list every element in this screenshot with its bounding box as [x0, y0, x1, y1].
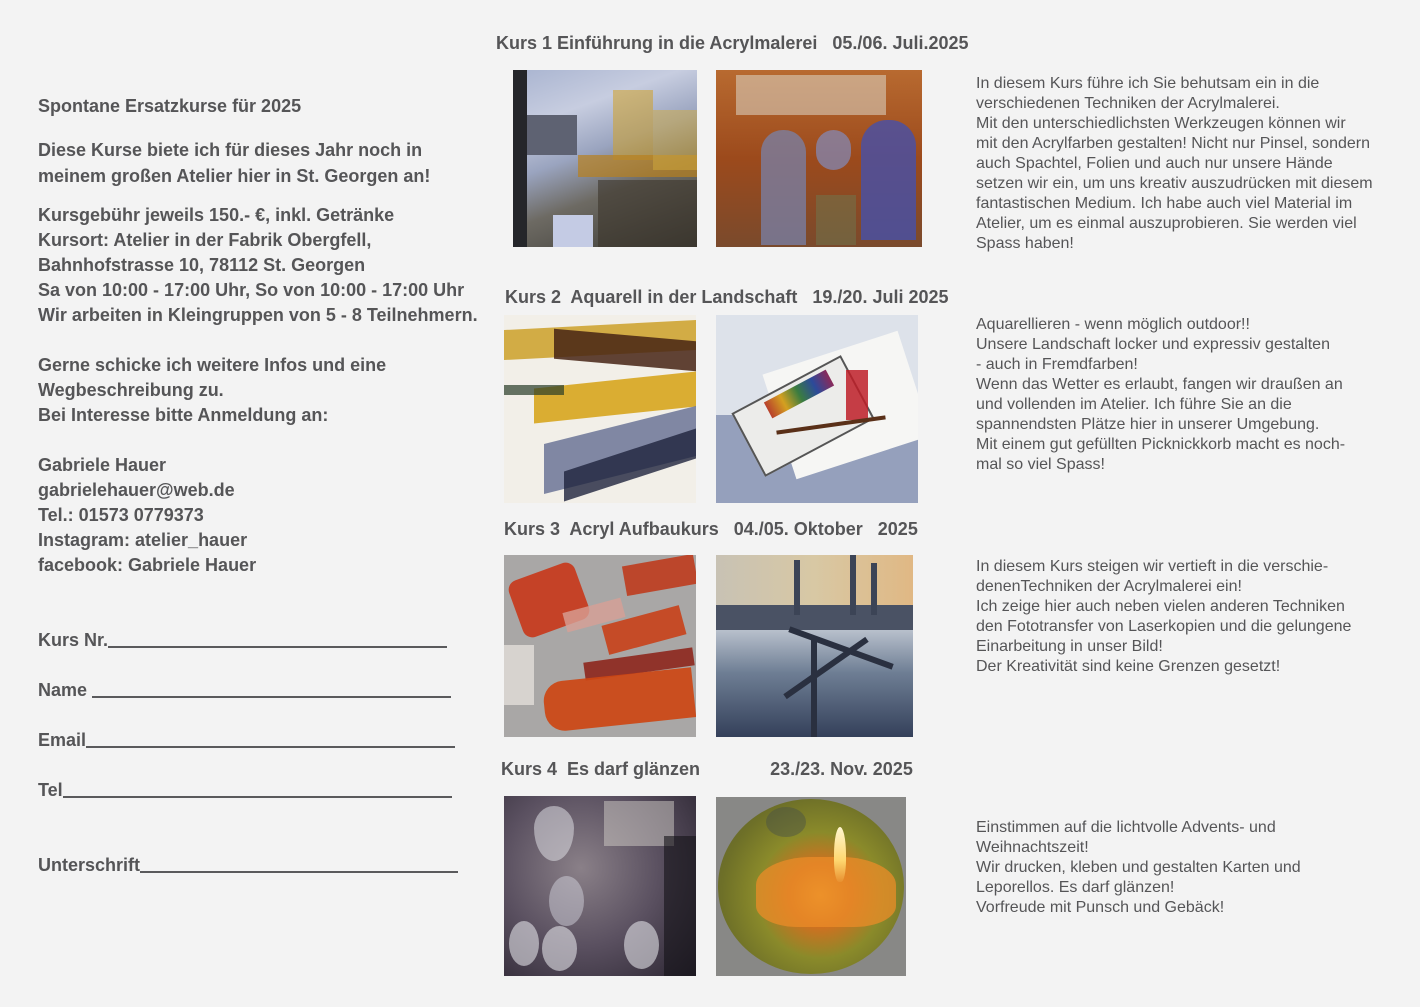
course-1-image-1 — [513, 70, 697, 247]
form-field-tel[interactable] — [38, 780, 452, 801]
course-2-description: Aquarellieren - wenn möglich outdoor!! Unsere Landschaft locker und expressiv gestalten - auch in Fremdfarben! Wenn das Wetter es erlaubt, fangen wir draußen an und vollenden im Atelier. Ich führe Sie an die spannendsten Plätze hier in unserer Umgebung. Mit einem gut gefüllten Picknickkorb macht es noch- mal so viel Spass! — [976, 316, 1346, 473]
email-blank-line[interactable] — [86, 745, 455, 748]
info-line: Bei Interesse bitte Anmeldung an: — [38, 405, 329, 425]
fee-line: Kursgebühr jeweils 150.- €, inkl. Getränke — [38, 205, 395, 225]
form-field-signature[interactable] — [38, 855, 458, 876]
form-label-email: Email — [38, 730, 87, 750]
course-no-blank-line[interactable] — [108, 645, 447, 648]
course-2-image-1 — [504, 315, 696, 503]
name-blank-line[interactable] — [92, 695, 451, 698]
form-label-name: Name — [38, 680, 88, 700]
signature-blank-line[interactable] — [140, 870, 458, 873]
form-label-tel: Tel — [38, 780, 63, 800]
form-field-email[interactable] — [38, 730, 455, 751]
contact-email[interactable]: gabrielehauer@web.de — [38, 480, 235, 500]
form-label-course-no: Kurs Nr. — [38, 630, 109, 650]
form-field-course-no[interactable] — [38, 630, 447, 651]
location-line: Kursort: Atelier in der Fabrik Obergfell, — [38, 230, 372, 250]
info-line: Wegbeschreibung zu. — [38, 380, 224, 400]
course-4-image-2 — [716, 797, 906, 976]
contact-instagram: Instagram: atelier_hauer — [38, 530, 248, 550]
course-details — [38, 203, 478, 328]
course-3-heading: Kurs 3 Acryl Aufbaukurs 04./05. Oktober 2025 — [504, 519, 918, 539]
course-1-image-2 — [716, 70, 922, 247]
course-3-image-1 — [504, 555, 696, 737]
info-line: Gerne schicke ich weitere Infos und eine — [38, 355, 387, 375]
contact-name: Gabriele Hauer — [38, 455, 167, 475]
page-title: Spontane Ersatzkurse für 2025 — [38, 96, 302, 116]
contact-phone: Tel.: 01573 0779373 — [38, 505, 204, 525]
form-field-name[interactable] — [38, 680, 451, 701]
group-size-line: Wir arbeiten in Kleingruppen von 5 - 8 Teilnehmern. — [38, 305, 478, 325]
intro-text — [38, 137, 430, 189]
hours-line: Sa von 10:00 - 17:00 Uhr, So von 10:00 - 17:00 Uhr — [38, 280, 465, 300]
contact-facebook: facebook: Gabriele Hauer — [38, 555, 257, 575]
course-2-heading: Kurs 2 Aquarell in der Landschaft 19./20. Juli 2025 — [505, 287, 949, 307]
course-4-description: Einstimmen auf die lichtvolle Advents- und Weihnachtszeit! Wir drucken, kleben und gestalten Karten und Leporellos. Es darf glänzen! Vorfreude mit Punsch und Gebäck! — [976, 819, 1301, 916]
course-1-heading: Kurs 1 Einführung in die Acrylmalerei 05./06. Juli.2025 — [496, 33, 969, 53]
course-4-image-1 — [504, 796, 696, 976]
form-label-signature: Unterschrift — [38, 855, 141, 875]
info-text — [38, 353, 386, 428]
intro-line: meinem großen Atelier hier in St. Georgen an! — [38, 166, 431, 186]
address-line: Bahnhofstrasse 10, 78112 St. Georgen — [38, 255, 366, 275]
course-1-description: In diesem Kurs führe ich Sie behutsam ein in die verschiedenen Techniken der Acrylmalerei. Mit den unterschiedlichsten Werkzeugen können wir mit den Acrylfarben gestalten! Nicht nur Pinsel, sondern auch Spachtel, Folien und auch nur unsere Hände setzen wir ein, um uns kreativ auszudrücken mit diesem fantastischen Medium. Ich habe auch viel Material im Atelier, um es einmal auszuprobieren. Sie werden viel Spass haben! — [976, 75, 1373, 252]
course-3-description: In diesem Kurs steigen wir vertieft in die verschie- denenTechniken der Acrylmalerei ein! Ich zeige hier auch neben vielen anderen Techniken den Fototransfer von Laserkopien und die gelungene Einarbeitung in unser Bild! Der Kreativität sind keine Grenzen gesetzt! — [976, 558, 1352, 675]
tel-blank-line[interactable] — [63, 795, 452, 798]
course-3-image-2 — [716, 555, 913, 737]
intro-line: Diese Kurse biete ich für dieses Jahr noch in — [38, 140, 423, 160]
contact-block — [38, 453, 256, 578]
course-2-image-2 — [716, 315, 918, 503]
course-4-heading: Kurs 4 Es darf glänzen 23./23. Nov. 2025 — [501, 759, 913, 779]
